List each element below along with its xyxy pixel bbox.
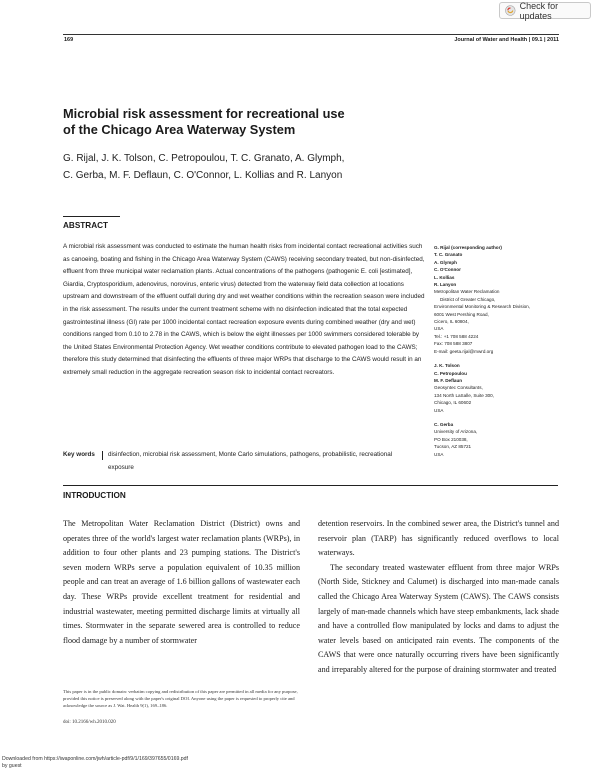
affil-line: 134 North LaSalle, Suite 300, bbox=[434, 392, 495, 398]
abstract-text: A microbial risk assessment was conducted to estimate the human health risks from incidental contact recreational activities such as canoeing, boating and fishing in the Chicago Area Waterway System (CAWS) receiving secondary treated, but non-disinfected, effluent from three municipal water reclamation plants. Actual concentrations of the pathogens (pathogenic E. coli [estimated], Giardia, Cryptosporidium, adenovirus, norovirus, enteric virus) detected from the waterway field data collection at locations upstream and downstream of the effluent outfall during dry and wet weather conditions within the recreation season were included in the risk assessment. The results under the current treatment scheme with no disinfection indicated that the total expected gastrointestinal illness (GI) rate per 1000 incidental contact recreation exposure events during combined weather (dry and wet) conditions ranged from 0.10 to 2.78 in the CAWS, which is below the eight illnesses per 1000 swimmers considered tolerable by the United States Environmental Protection Agency. Wet weather conditions contribute to elevated pathogen load to the CAWS; therefore this study determined that disinfecting the effluents of three major WRPs that discharge to the CAWS would result in an extremely small reduction in the aggregate recreation season risk to incidental contact recreators. bbox=[63, 243, 425, 376]
affiliations bbox=[434, 244, 574, 465]
affil-line: District of Greater Chicago, bbox=[440, 296, 496, 302]
affil-line: Chicago, IL 60602 bbox=[434, 400, 472, 406]
authors-line-1: G. Rijal, J. K. Tolson, C. Petropoulou, T. C. Granato, A. Glymph, bbox=[63, 153, 345, 164]
affil-line: L. Kollias bbox=[434, 274, 455, 280]
affil-line: C. O'Connor bbox=[434, 267, 461, 273]
intro-paragraph: The secondary treated wastewater effluent from three major WRPs (North Side, Stickney and Calumet) is discharged into man-made canals called the Chicago Area Waterway System (CAWS). The CAWS consists largely of man-made channels which have steep embankments, lack shade and have a controlled flow manipulated by locks and dams to adjust the water levels based on anticipated rain events. The components of the CAWS that were once naturally occurring rivers have been significantly and irreparably altered for the purpose of draining stormwater and treated bbox=[318, 562, 559, 674]
public-domain-footnote: This paper is in the public domain: verbatim copying and redistribution of this paper are permitted in all media for any purpose, provided this notice is preserved along with the paper's original DOI. Anyone using the paper is requested to properly cite and acknowledge the source as J. Wat. Health 9(1), 169–186. bbox=[63, 689, 298, 708]
download-by: by guest bbox=[2, 762, 22, 769]
affil-line: Tucson, AZ 85721 bbox=[434, 444, 472, 450]
check-for-updates-button[interactable] bbox=[499, 2, 591, 19]
keywords-text: disinfection, microbial risk assessment, Monte Carlo simulations, pathogens, probabilistic, recreational exposure bbox=[108, 451, 393, 471]
page-number: 169 bbox=[64, 37, 74, 43]
check-updates-icon bbox=[505, 5, 516, 16]
abstract-rule bbox=[63, 216, 120, 217]
affil-line: C. Gerba bbox=[434, 421, 454, 427]
affil-line: T. C. Granato bbox=[434, 252, 463, 258]
abstract-heading: ABSTRACT bbox=[63, 221, 109, 230]
affiliation-block-3 bbox=[434, 421, 574, 458]
affiliation-block-2 bbox=[434, 362, 574, 414]
affil-line: Cicero, IL 60804, bbox=[434, 319, 469, 325]
intro-paragraph: The Metropolitan Water Reclamation District (District) owns and operates three of the world's largest water reclamation plants (WRPs), in addition to four other plants and 23 pumping stations. The District's seven modern WRPs serve a population equivalent of 10.35 million people and can treat an average of 1.6 billion gallons of wastewater each day. These WRPs provide excellent treatment for residential and industrial wastewater, meeting permitted discharge limits at virtually all times. Stormwater in the separate sewered area is controlled to reduce flood damage by a number of stormwater bbox=[63, 519, 300, 645]
download-url: Downloaded from https://iwaponline.com/jwh/article-pdf/9/1/169/397655/0169.pdf bbox=[2, 756, 189, 762]
affil-line: Geosyntec Consultants, bbox=[434, 385, 483, 391]
intro-paragraph: detention reservoirs. In the combined sewer area, the District's tunnel and reservoir plan (TARP) has significantly reduced overflows to local waterways. bbox=[318, 519, 559, 558]
affil-line: Tel.: +1 708 588 4224 bbox=[434, 333, 479, 339]
running-header bbox=[63, 34, 559, 45]
affil-line: PO Box 210038, bbox=[434, 436, 468, 442]
affil-line: J. K. Tolson bbox=[434, 363, 460, 369]
title-line-2: of the Chicago Area Waterway System bbox=[63, 122, 296, 137]
affil-line: USA bbox=[434, 326, 444, 332]
keywords-label: Key words bbox=[63, 451, 95, 458]
affil-line: R. Lanyon bbox=[434, 282, 457, 288]
introduction-heading: INTRODUCTION bbox=[63, 491, 126, 500]
affil-line: 6001 West Pershing Road, bbox=[434, 311, 489, 317]
affil-line: Environmental Monitoring & Research Division, bbox=[434, 304, 530, 310]
affil-line: M. F. Deflaun bbox=[434, 377, 463, 383]
download-footer bbox=[2, 756, 302, 769]
affil-line: University of Arizona, bbox=[434, 429, 478, 435]
article-title bbox=[63, 106, 483, 138]
affiliation-block-1 bbox=[434, 244, 574, 355]
introduction-rule bbox=[63, 485, 558, 486]
authors-line-2: C. Gerba, M. F. Deflaun, C. O'Connor, L. Kollias and R. Lanyon bbox=[63, 170, 343, 181]
journal-citation: Journal of Water and Health | 09.1 | 2011 bbox=[454, 37, 559, 43]
doi: doi: 10.2166/wh.2010.020 bbox=[63, 720, 116, 725]
affil-line: Fax: 708 588 3807 bbox=[434, 341, 473, 347]
check-for-updates-label: Check for updates bbox=[519, 0, 559, 21]
affil-line: A. Glymph bbox=[434, 259, 457, 265]
affil-line: USA bbox=[434, 407, 444, 413]
affil-line: USA bbox=[434, 451, 444, 457]
affil-line: Metropolitan Water Reclamation bbox=[434, 289, 500, 295]
title-line-1: Microbial risk assessment for recreational use bbox=[63, 106, 345, 121]
intro-column-left bbox=[63, 517, 300, 648]
author-list bbox=[63, 150, 393, 184]
affil-line: E-mail: geeta.rijal@mwrd.org bbox=[434, 348, 494, 354]
affil-line: C. Petropoulou bbox=[434, 370, 467, 376]
keywords-divider bbox=[102, 451, 103, 460]
intro-column-right bbox=[318, 517, 559, 678]
affil-line: G. Rijal (corresponding author) bbox=[434, 245, 502, 250]
